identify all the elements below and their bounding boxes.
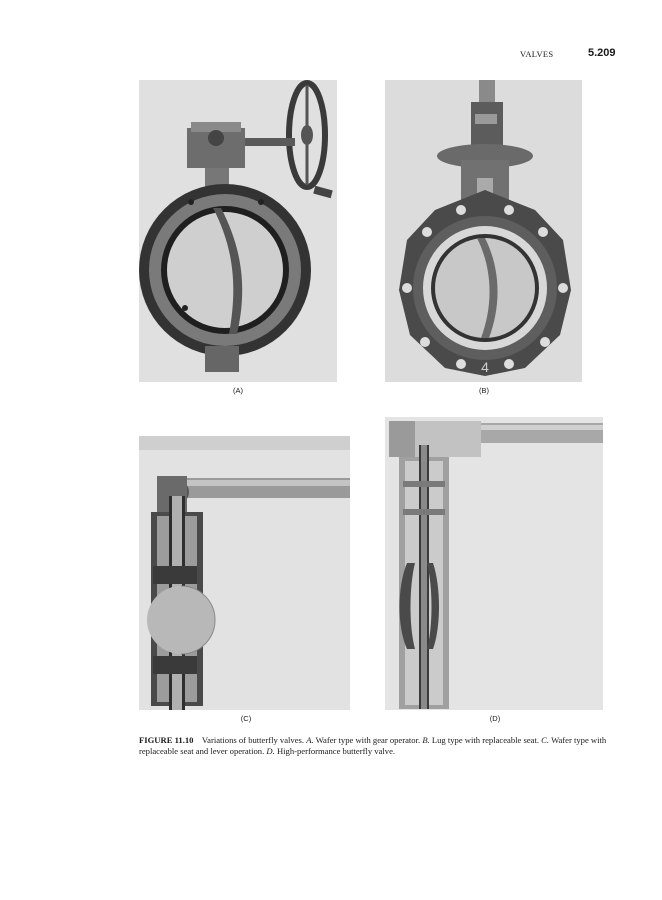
photo-a-wafer-gear-valve bbox=[139, 80, 337, 382]
figure-number: FIGURE 11.10 bbox=[139, 735, 194, 745]
caption-text-c: Wafer type with replaceable seat and lever operation. bbox=[139, 735, 607, 756]
caption-text-d: High-performance butterfly valve. bbox=[276, 746, 396, 756]
caption-key-c: C. bbox=[541, 735, 550, 745]
panel-label-d: (D) bbox=[489, 714, 501, 723]
wafer-gear-valve-illustration bbox=[139, 80, 337, 382]
high-performance-valve-illustration bbox=[385, 417, 603, 710]
panel-label-a: (A) bbox=[233, 386, 243, 395]
caption-key-b: B. bbox=[422, 735, 430, 745]
caption-key-a: A. bbox=[306, 735, 314, 745]
caption-intro: Variations of butterfly valves. bbox=[201, 735, 305, 745]
photo-d-high-performance-valve bbox=[385, 417, 603, 710]
caption-key-d: D. bbox=[266, 746, 275, 756]
figure-caption bbox=[139, 735, 609, 757]
running-header-section: VALVES bbox=[520, 49, 554, 59]
panel-label-b: (B) bbox=[479, 386, 489, 395]
caption-text-a: Wafer type with gear operator. bbox=[315, 735, 421, 745]
panel-label-c: (C) bbox=[240, 714, 252, 723]
lug-valve-illustration bbox=[385, 80, 582, 382]
wafer-lever-valve-illustration bbox=[139, 436, 350, 710]
lug-body-marking: 4 bbox=[481, 359, 489, 375]
caption-text-b: Lug type with replaceable seat. bbox=[431, 735, 540, 745]
page-number: 5.209 bbox=[588, 47, 616, 59]
photo-b-lug-valve bbox=[385, 80, 582, 382]
photo-c-wafer-lever-valve bbox=[139, 436, 350, 710]
